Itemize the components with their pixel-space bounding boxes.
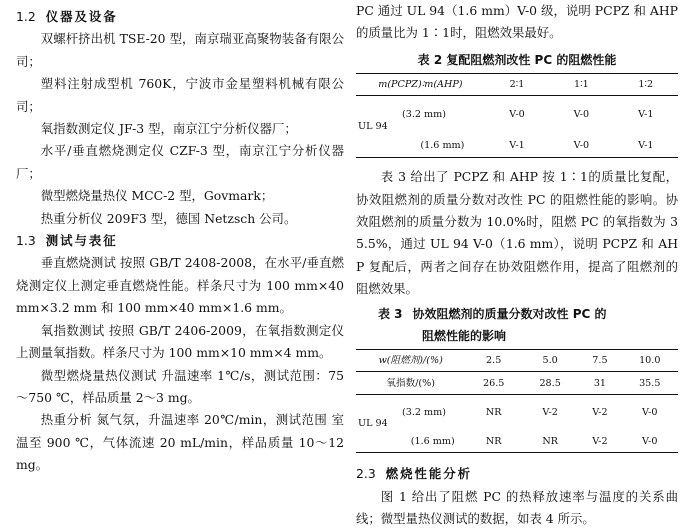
table-2 xyxy=(356,73,678,158)
row-group-label: UL 94 xyxy=(358,121,388,133)
table-3-label: 表 3 xyxy=(378,306,403,321)
table-header-cell: 2.5 xyxy=(465,350,521,372)
row-group-label: UL 94 xyxy=(358,418,388,430)
table-cell: 35.5 xyxy=(622,372,678,395)
row-sub-label: (1.6 mm) xyxy=(410,435,455,447)
paragraph-oxygen-index-test: 氧指数测试 按照 GB/T 2406-2009，在氧指数测定仪上测量氧指数。样条尺寸为 100 mm×10 mm×4 mm。 xyxy=(16,322,344,361)
table-cell: V-0 xyxy=(509,109,525,121)
table-row xyxy=(356,395,678,431)
paragraph-continued: PC 通过 UL 94（1.6 mm）V-0 级，说明 PCPZ 和 AHP 的质量比为 1∶1时，阻燃效果最好。 xyxy=(356,3,678,41)
table-header-cell: 1∶1 xyxy=(549,74,613,96)
section-heading-1-3 xyxy=(16,230,344,252)
section-title: 仪器及设备 xyxy=(45,9,118,24)
section-title: 燃烧性能分析 xyxy=(385,466,473,482)
table-3-caption-line1: 协效阻燃剂的质量分数对改性 PC 的 xyxy=(412,306,607,321)
left-column xyxy=(16,0,344,477)
table-cell: V-2 xyxy=(578,430,621,453)
paragraph-tga-test: 热重分析 氮气氛，升温速率 20℃/min，测试范围 室温至 900 ℃，气体流速 20 mL/min，样品质量 10～12 mg。 xyxy=(16,412,344,473)
table-cell xyxy=(356,430,465,453)
paragraph-oxygen-index-meter: 氧指数测定仪 JF-3 型，南京江宁分析仪器厂； xyxy=(40,121,297,137)
paragraph-vertical-burning-test: 垂直燃烧测试 按照 GB/T 2408-2008，在水平/垂直燃烧测定仪上测定垂直燃烧性能。样条尺寸为 100 mm×40 mm×3.2 mm 和 100 mm×40 mm×1.6 mm。 xyxy=(16,255,344,316)
table-header-cell: w(阻燃剂)/(%) xyxy=(356,350,465,372)
table-3-caption-line2: 阻燃性能的影响 xyxy=(422,329,507,344)
table-header-cell: 2∶1 xyxy=(485,74,549,96)
table-cell: NR xyxy=(465,430,521,453)
table-cell xyxy=(356,133,485,158)
table-3-caption xyxy=(356,303,678,348)
table-header-row xyxy=(356,74,678,96)
paragraph-combustion-analysis: 图 1 给出了阻燃 PC 的热释放速率与温度的关系曲线；微型量热仪测试的数据，如表 4 所示。 xyxy=(356,488,678,527)
table-cell: V-0 xyxy=(549,133,613,158)
table-row xyxy=(356,430,678,453)
table-header-cell: 5.0 xyxy=(522,350,578,372)
section-number: 2.3 xyxy=(356,466,376,482)
paragraph-tga-instrument: 热重分析仪 209F3 型，德国 Netzsch 公司。 xyxy=(40,210,297,226)
table-cell: V-0 xyxy=(642,407,658,419)
table-cell: 28.5 xyxy=(522,372,578,395)
table-cell: NR xyxy=(485,407,502,419)
paragraph-injection-machine: 塑料注射成型机 760K，宁波市金星塑料机械有限公司； xyxy=(16,76,344,114)
section-number: 1.3 xyxy=(16,233,36,249)
table-cell: 26.5 xyxy=(465,372,521,395)
section-title: 测试与表征 xyxy=(45,233,118,249)
table-cell: 31 xyxy=(578,372,621,395)
row-sub-label: (1.6 mm) xyxy=(420,139,465,151)
paragraph-extruder: 双螺杆挤出机 TSE-20 型，南京瑞亚高聚物装备有限公司； xyxy=(16,31,344,69)
table-cell xyxy=(356,96,485,134)
table-cell: 氧指数/(%) xyxy=(356,372,465,395)
right-column xyxy=(356,0,678,531)
table-cell: V-0 xyxy=(573,109,590,121)
table-row xyxy=(356,372,678,395)
section-heading-2-3 xyxy=(356,463,678,485)
table-header-cell: 10.0 xyxy=(622,350,678,372)
paragraph-table3-discussion: 表 3 给出了 PCPZ 和 AHP 按 1∶1的质量比复配，协效阻燃剂的质量分数对改性 PC 的阻燃性能的影响。协效阻燃剂的质量分数为 10.0%时，阻燃 PC 的氧指数为 35.5%，通过 UL 94 V-0（1.6 mm），说明 PCPZ 和 AHP 复配后，两者之间存在协效阻燃作用，提高了阻燃剂的阻燃效果。 xyxy=(356,169,678,297)
paragraph-mcc-test: 微型燃烧量热仪测试 升温速率 1℃/s，测试范围：75～750 ℃，样品质量 2～3 mg。 xyxy=(16,367,344,405)
row-sub-label: (3.2 mm) xyxy=(402,407,446,419)
table-header-cell: m(PCPZ)∶m(AHP) xyxy=(356,74,485,96)
table-cell: V-2 xyxy=(592,407,608,419)
section-number: 1.2 xyxy=(16,9,36,24)
table-header-cell: 1∶2 xyxy=(614,74,678,96)
table-cell: V-0 xyxy=(622,430,678,453)
table-cell: V-1 xyxy=(485,133,549,158)
row-sub-label: (3.2 mm) xyxy=(402,109,446,121)
paragraph-burning-tester: 水平/垂直燃烧测定仪 CZF-3 型，南京江宁分析仪器厂； xyxy=(16,143,344,181)
table-cell: V-1 xyxy=(638,109,654,121)
table-row xyxy=(356,133,678,158)
table-header-row xyxy=(356,350,678,372)
table-cell xyxy=(356,395,465,431)
table-2-caption: 表 2 复配阻燃剂改性 PC 的阻燃性能 xyxy=(417,52,617,67)
table-3 xyxy=(356,349,678,453)
table-cell: V-2 xyxy=(542,407,558,419)
table-row xyxy=(356,96,678,134)
paragraph-microcalorimeter: 微型燃烧量热仪 MCC-2 型，Govmark； xyxy=(40,188,274,204)
table-cell: NR xyxy=(522,430,578,453)
table-cell: V-1 xyxy=(614,133,678,158)
section-heading-1-2 xyxy=(16,6,344,28)
table-header-cell: 7.5 xyxy=(578,350,621,372)
